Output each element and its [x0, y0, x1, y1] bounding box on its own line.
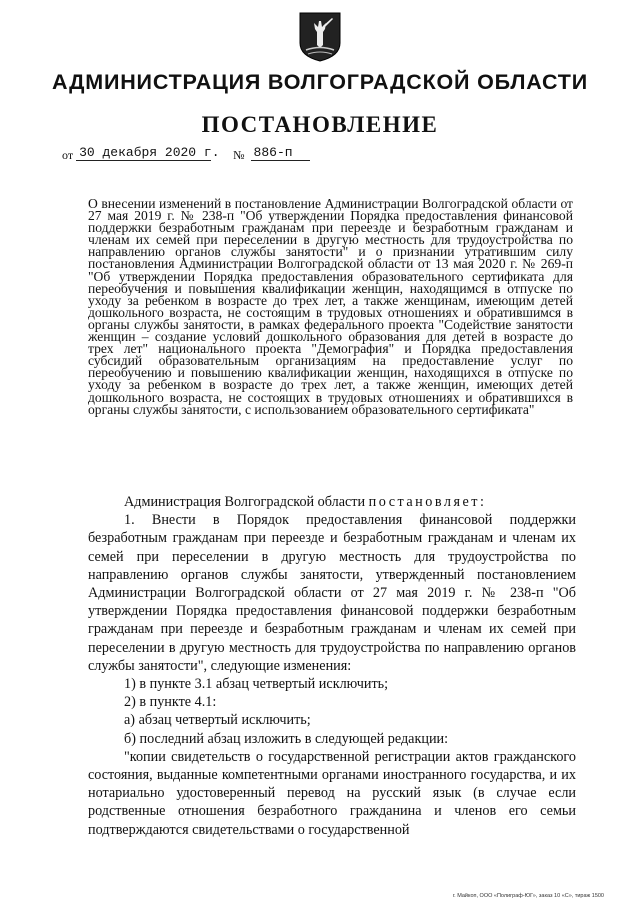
date-prefix: от [62, 148, 74, 162]
item-1: 1. Внести в Порядок предоставления финансовой поддержки безработным гражданам при переезде и безработным гражданам и членам их семей при переселении в другую местность для трудоустройства по направлению органов службы занятости, утвержденный постановлением Администрации Волгоградской области от 27 мая 2019 г. № 238-п "Об утверждении Порядка предоставления финансовой поддержки безработным гражданам при переезде и безработным гражданам и членам их семей при переселении в другую местность для трудоустройства по направлению органов службы занятости", следующие изменения: [88, 512, 576, 674]
document-body [88, 493, 576, 839]
document-date: 30 декабря 2020 г. [76, 145, 211, 161]
date-number-row [62, 144, 310, 161]
decree-word: постановляет: [368, 494, 487, 510]
sub-item-2: 2) в пункте 4.1: [124, 694, 217, 711]
document-number: 886-п [251, 145, 310, 161]
printer-note: г. Майкоп, ООО «Полиграф-ЮГ», заказ 10 «С», тираж 1500 [452, 893, 604, 899]
document-type: ПОСТАНОВЛЕНИЕ [201, 112, 439, 137]
subject-heading: О внесении изменений в постановление Администрации Волгоградской области от 27 мая 2019 г. № 238-п "Об утверждении Порядка предоставления финансовой поддержки безработным гражданам при переезде и безработным гражданам и членам их семей при переселении в другую местность для трудоустройства по направлению органов службы занятости" и о признании утратившим силу постановления Администрации Волгоградской области от 13 мая 2020 г. № 269-п "Об утверждении Порядка предоставления образовательного сертификата для переобучения и повышения квалификации женщин, находящимся в отпуске по уходу за ребенком в возрасте до трех лет, а также женщинам, имеющим детей дошкольного возраста, не состоящим в трудовых отношениях и обратившимся в органы службы занятости, в рамках федерального проекта "Содействие занятости женщин – создание условий дошкольного образования для детей в возрасте до трех лет" национального проекта "Демография" и Порядка предоставления субсидий образовательным организациям на предоставление услуг по переобучению и повышению квалификации женщин, находящихся в отпуске по уходу за ребенком в возрасте до трех лет, а также женщин, имеющих детей дошкольного возраста, не состоящих в трудовых отношениях и обратившихся в органы службы занятости, с использованием образовательного сертификата" [88, 196, 573, 417]
preamble-text: Администрация Волгоградской области [124, 494, 366, 510]
sub-item-1: 1) в пункте 3.1 абзац четвертый исключить; [124, 676, 389, 693]
number-prefix: № [233, 148, 245, 162]
coat-of-arms-icon [299, 12, 341, 62]
quoted-paragraph: "копии свидетельств о государственной регистрации актов гражданского состояния, выданные компетентными органами иностранного государства, и их нотариально удостоверенный перевод на русский язык (в случае если родственные отношения безработного гражданина и членов его семьи подтверждаются свидетельствами о государственной [88, 748, 576, 838]
preamble-paragraph [88, 493, 576, 511]
organization-title: АДМИНИСТРАЦИЯ ВОЛГОГРАДСКОЙ ОБЛАСТИ [52, 70, 588, 94]
sub-item-2b: б) последний абзац изложить в следующей редакции: [124, 730, 449, 747]
sub-item-2a: а) абзац четвертый исключить; [124, 712, 311, 729]
